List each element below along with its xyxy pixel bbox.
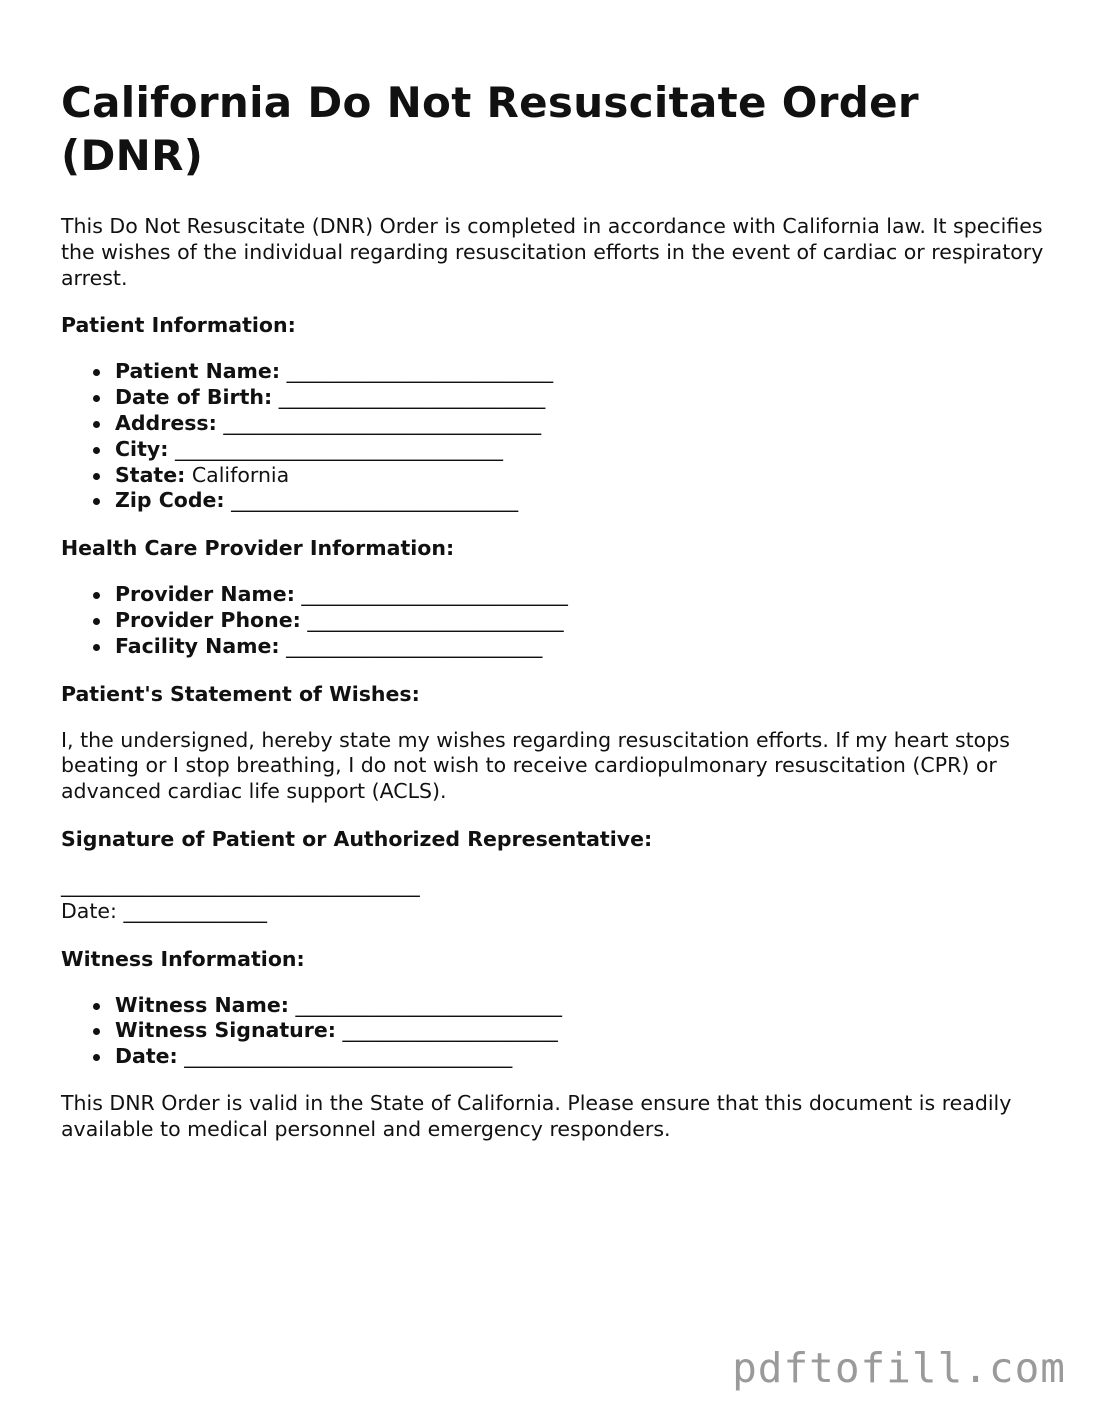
- patient-info-heading: Patient Information:: [61, 313, 296, 338]
- document-page: [61, 76, 1051, 1143]
- field-label: Zip Code:: [115, 488, 225, 513]
- city-field[interactable]: [115, 437, 1051, 463]
- field-blank[interactable]: ________________________________: [184, 1044, 513, 1069]
- patient-info-list: [61, 359, 1051, 514]
- field-blank[interactable]: __________________________: [278, 385, 546, 410]
- date-of-birth-field[interactable]: [115, 385, 1051, 411]
- witness-signature-field[interactable]: [115, 1018, 1051, 1044]
- field-label: Date of Birth:: [115, 385, 273, 410]
- field-label: Provider Phone:: [115, 607, 301, 632]
- field-value: California: [191, 462, 290, 487]
- field-blank[interactable]: __________________________: [295, 992, 562, 1017]
- field-blank[interactable]: ________________________________: [174, 436, 503, 461]
- wishes-paragraph: I, the undersigned, hereby state my wishes regarding resuscitation efforts. If my heart stops beating or I stop breathing, I do not wish to receive cardiopulmonary resuscitation (CPR) or advanced cardiac life support (ACLS).: [61, 727, 1010, 804]
- provider-info-list: [61, 582, 1051, 659]
- state-field: [115, 463, 1051, 489]
- field-blank[interactable]: _________________________: [286, 633, 543, 658]
- provider-phone-field[interactable]: [115, 608, 1051, 634]
- field-label: Witness Name:: [115, 992, 289, 1017]
- field-label: Date:: [61, 898, 117, 923]
- facility-name-field[interactable]: [115, 634, 1051, 660]
- field-blank[interactable]: __________________________: [301, 582, 568, 607]
- field-label: Address:: [115, 410, 217, 435]
- closing-paragraph: This DNR Order is valid in the State of California. Please ensure that this document is readily available to medical personnel and emergency responders.: [61, 1090, 1012, 1141]
- field-blank[interactable]: ______________: [123, 898, 267, 923]
- page-title: California Do Not Resuscitate Order (DNR): [61, 78, 919, 180]
- field-label: State:: [115, 462, 186, 487]
- provider-info-heading: Health Care Provider Information:: [61, 536, 455, 561]
- patient-name-field[interactable]: [115, 359, 1051, 385]
- field-label: Patient Name:: [115, 359, 281, 384]
- provider-name-field[interactable]: [115, 582, 1051, 608]
- witness-date-field[interactable]: [115, 1044, 1051, 1070]
- field-label: Provider Name:: [115, 582, 295, 607]
- field-blank[interactable]: _________________________: [307, 607, 564, 632]
- signature-heading: Signature of Patient or Authorized Representative:: [61, 826, 653, 851]
- field-label: City:: [115, 436, 169, 461]
- field-label: Facility Name:: [115, 633, 280, 658]
- field-blank[interactable]: _____________________: [342, 1018, 558, 1043]
- signature-line[interactable]: ___________________________________: [61, 872, 420, 897]
- field-blank[interactable]: _______________________________: [223, 410, 542, 435]
- field-blank[interactable]: __________________________: [286, 359, 554, 384]
- address-field[interactable]: [115, 411, 1051, 437]
- field-label: Witness Signature:: [115, 1018, 336, 1043]
- field-label: Date:: [115, 1044, 178, 1069]
- witness-info-heading: Witness Information:: [61, 946, 305, 971]
- wishes-heading: Patient's Statement of Wishes:: [61, 681, 420, 706]
- field-blank[interactable]: ____________________________: [231, 488, 519, 513]
- witness-name-field[interactable]: [115, 993, 1051, 1019]
- zip-code-field[interactable]: [115, 488, 1051, 514]
- witness-info-list: [61, 993, 1051, 1070]
- intro-paragraph: This Do Not Resuscitate (DNR) Order is completed in accordance with California law. It specifies the wishes of the individual regarding resuscitation efforts in the event of cardiac or respiratory arrest.: [61, 214, 1044, 290]
- watermark: pdftofill.com: [732, 1344, 1066, 1392]
- signature-date-field[interactable]: [61, 899, 1051, 925]
